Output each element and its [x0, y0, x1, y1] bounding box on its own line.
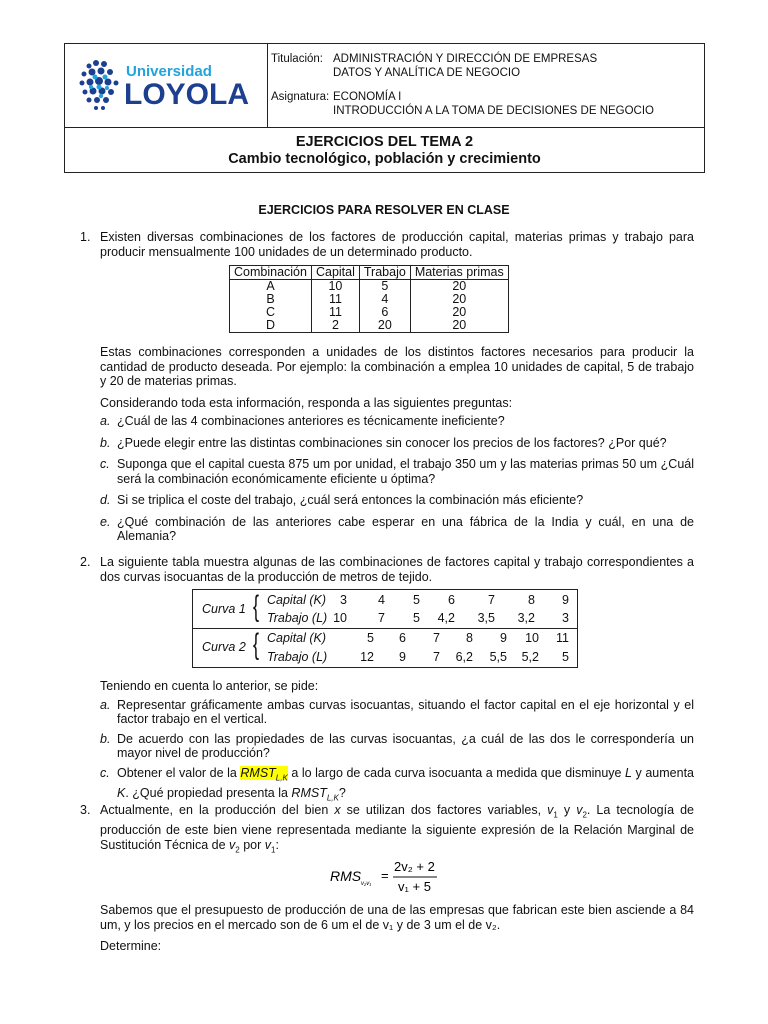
- item-text: Si se triplica el coste del trabajo, ¿cuál será entonces la combinación más eficiente?: [117, 493, 584, 507]
- curve-2-trabajo: 5: [562, 650, 569, 664]
- asignatura-2: INTRODUCCIÓN A LA TOMA DE DECISIONES DE NEGOCIO: [333, 105, 655, 117]
- curve-1-capital: 9: [562, 593, 569, 607]
- curve-1-capital: 5: [413, 593, 420, 607]
- table-cell: D: [230, 319, 312, 333]
- header-title-row: [65, 128, 704, 167]
- item-letter: a.: [100, 414, 111, 428]
- curve-2-capital: 8: [466, 631, 473, 645]
- header-top-row: [65, 44, 704, 128]
- page-title: EJERCICIOS DEL TEMA 2: [295, 134, 474, 150]
- paragraph: Teniendo en cuenta lo anterior, se pide:: [100, 679, 319, 693]
- curve-2-capital: 11: [556, 631, 569, 645]
- list-item: [100, 457, 694, 486]
- table-cell: 20: [359, 319, 410, 333]
- paragraph: Sabemos que el presupuesto de producción de una de las empresas que fabrican este bien asciende a 84 um, y los precios en el mercado son de 6 um el de v₁ y de 3 um el de v₂.: [100, 903, 694, 932]
- curve-1-capital: 3: [340, 593, 347, 607]
- asignatura-1: ECONOMÍA I: [333, 91, 402, 103]
- item-letter: b.: [100, 435, 111, 450]
- paragraph: Determine:: [100, 939, 162, 953]
- table-cell: 20: [410, 293, 508, 306]
- loyola-logo-icon: [79, 58, 259, 114]
- trabajo-label: Trabajo (L): [267, 650, 328, 664]
- formula-denominator: v₁ + 5: [398, 879, 431, 894]
- item-letter: d.: [100, 493, 111, 507]
- item-text: Suponga que el capital cuesta 875 um por unidad, el trabajo 350 um y las materias primas 50 um ¿Cuál será la combinación económicamente eficiente u óptima?: [117, 457, 694, 486]
- list-item: [100, 515, 694, 544]
- section-title: EJERCICIOS PARA RESOLVER EN CLASE: [258, 203, 510, 217]
- curve-2-capital: 9: [500, 631, 507, 645]
- table-header: Trabajo: [359, 266, 410, 280]
- logo-text-bottom: LOYOLA: [124, 78, 249, 111]
- curve-1-trabajo: 7: [378, 611, 385, 625]
- titulacion-1: ADMINISTRACIÓN Y DIRECCIÓN DE EMPRESAS: [333, 53, 598, 65]
- table-cell: B: [230, 293, 312, 306]
- titulacion-2: DATOS Y ANALÍTICA DE NEGOCIO: [333, 67, 521, 79]
- item-text: De acuerdo con las propiedades de las curvas isocuantas, ¿a cuál de las dos le correspondería un mayor nivel de producción?: [117, 731, 694, 760]
- capital-label: Capital (K): [267, 631, 327, 645]
- curve-1-capital: 4: [378, 593, 385, 607]
- brace-icon: {: [253, 628, 260, 661]
- logo-text-top: Universidad: [126, 63, 212, 80]
- curve-1-trabajo: 3,5: [477, 611, 495, 625]
- item-text: ¿Qué combinación de las anteriores cabe esperar en una fábrica de la India y cuál, en una de Alemania?: [117, 514, 694, 543]
- item-text: Obtener el valor de la $RMST_{L,K}$ a lo largo de cada curva isocuanta a medida que disminuye L y aumenta K. ¿Qué propiedad presenta la $RMST_{L,K}$?: [117, 765, 694, 802]
- logo-cell: [65, 44, 268, 127]
- curve-1-trabajo: 10: [333, 611, 347, 625]
- table-cell: 11: [311, 306, 359, 319]
- curve-1-capital: 8: [528, 593, 535, 607]
- table-row: [230, 280, 509, 294]
- formula-rms: RMS: [330, 868, 362, 884]
- list-item: [100, 493, 694, 508]
- curve-2-capital: 5: [367, 631, 374, 645]
- page-subtitle: Cambio tecnológico, población y crecimiento: [228, 151, 541, 167]
- curve-2-capital: 7: [433, 631, 440, 645]
- table-cell: 20: [410, 280, 508, 294]
- table-header: Capital: [311, 266, 359, 280]
- isoquant-table: [192, 589, 578, 668]
- curve-2-capital: 6: [399, 631, 406, 645]
- item-text: ¿Cuál de las 4 combinaciones anteriores es técnicamente ineficiente?: [117, 414, 505, 428]
- item-letter: e.: [100, 514, 111, 529]
- exercise-number: 2.: [80, 555, 91, 569]
- brace-icon: {: [253, 590, 260, 623]
- rms-formula: [0, 857, 768, 897]
- combinations-table: [229, 265, 509, 333]
- header-box: [64, 43, 705, 173]
- item-text: ¿Puede elegir entre las distintas combinaciones sin conocer los precios de los factores? ¿Por qué?: [117, 435, 667, 450]
- capital-label: Capital (K): [267, 593, 327, 607]
- table-cell: 5: [359, 280, 410, 294]
- item-text: Representar gráficamente ambas curvas isocuantas, situando el factor capital en el eje horizontal y el factor trabajo en el vertical.: [117, 697, 694, 726]
- formula-numerator: 2v₂ + 2: [394, 859, 435, 874]
- table-header: Materias primas: [410, 266, 508, 280]
- table-cell: 20: [410, 306, 508, 319]
- curve-1-trabajo: 4,2: [437, 611, 455, 625]
- paragraph: Considerando toda esta información, responda a las siguientes preguntas:: [100, 395, 513, 410]
- table-cell: 20: [410, 319, 508, 333]
- curve-1-label: Curva 1: [202, 602, 246, 616]
- curve-1-capital: 7: [488, 593, 495, 607]
- curve-2-capital: 10: [525, 631, 539, 645]
- table-cell: 4: [359, 293, 410, 306]
- list-item: b. De acuerdo con las propiedades de las curvas isocuantas, ¿a cuál de las dos le correspondería un mayor nivel de producción?: [100, 731, 694, 760]
- exercise-2-body: [80, 679, 694, 806]
- table-header: Combinación: [230, 266, 312, 280]
- list-item: [100, 436, 694, 451]
- table-header-row: [230, 266, 509, 280]
- table-divider: [193, 628, 577, 629]
- curve-2-trabajo: 12: [360, 650, 374, 664]
- item-letter: c.: [100, 457, 110, 471]
- exercise-3-body: [80, 903, 694, 954]
- table-cell: 10: [311, 280, 359, 294]
- exercise-number: 3.: [80, 803, 91, 817]
- table-cell: C: [230, 306, 312, 319]
- exercise-text: Existen diversas combinaciones de los factores de producción capital, materias primas y trabajo para producir mensualmente 100 unidades de un determinado producto.: [100, 230, 694, 259]
- list-item: c. Obtener el valor de la $RMST_{L,K}$ a lo largo de cada curva isocuanta a medida que disminuye L y aumenta K. ¿Qué propiedad presenta la $RMST_{L,K}$?: [100, 766, 694, 806]
- curve-1-trabajo: 3,2: [517, 611, 535, 625]
- curve-2-trabajo: 9: [399, 650, 406, 664]
- formula-subscript: v₂v₁: [361, 881, 372, 887]
- curve-2-label: Curva 2: [202, 640, 246, 654]
- curve-2-trabajo: 6,2: [455, 650, 473, 664]
- curve-2-trabajo: 7: [433, 650, 440, 664]
- exercise-1-intro: [80, 230, 694, 259]
- curve-1-capital: 6: [448, 593, 455, 607]
- curve-2-trabajo: 5,2: [521, 650, 539, 664]
- table-cell: 6: [359, 306, 410, 319]
- list-item: a. Representar gráficamente ambas curvas isocuantas, situando el factor capital en el eje horizontal y el factor trabajo en el vertical.: [100, 697, 694, 726]
- table-cell: 2: [311, 319, 359, 333]
- header-info: [271, 52, 654, 118]
- table-cell: A: [230, 280, 312, 294]
- trabajo-label: Trabajo (L): [267, 611, 328, 625]
- exercise-3-intro: [80, 803, 694, 858]
- exercise-text: Actualmente, en la producción del bien x se utilizan dos factores variables, $v_1$ y $v_2$. La tecnología de producción de este bien viene representada mediante la siguiente expresión de la Relación Marginal de Sustitución Técnica de $v_2$ por $v_1$:: [100, 803, 695, 854]
- curve-1-trabajo: 5: [413, 611, 420, 625]
- curve-2-trabajo: 5,5: [489, 650, 507, 664]
- table-cell: 11: [311, 293, 359, 306]
- paragraph: Estas combinaciones corresponden a unidades de los distintos factores necesarios para producir la cantidad de producto deseada. Por ejemplo: la combinación a emplea 10 unidades de capital, 5 de trabajo y 20 de materias primas.: [100, 345, 694, 388]
- asignatura-label: Asignatura:: [271, 91, 330, 103]
- highlighted-term: $RMST_{L,K}$: [240, 765, 288, 782]
- table-row: [230, 319, 509, 333]
- exercise-text: La siguiente tabla muestra algunas de las combinaciones de factores capital y trabajo correspondientes a dos curvas isocuantas de la producción de metros de tejido.: [100, 555, 694, 584]
- curve-1-trabajo: 3: [562, 611, 569, 625]
- titulacion-label: Titulación:: [271, 53, 323, 65]
- exercise-2-intro: [80, 555, 694, 584]
- exercise-number: 1.: [80, 230, 91, 244]
- exercise-1-body: [80, 345, 694, 544]
- list-item: [100, 414, 694, 429]
- formula-equals: =: [381, 868, 389, 883]
